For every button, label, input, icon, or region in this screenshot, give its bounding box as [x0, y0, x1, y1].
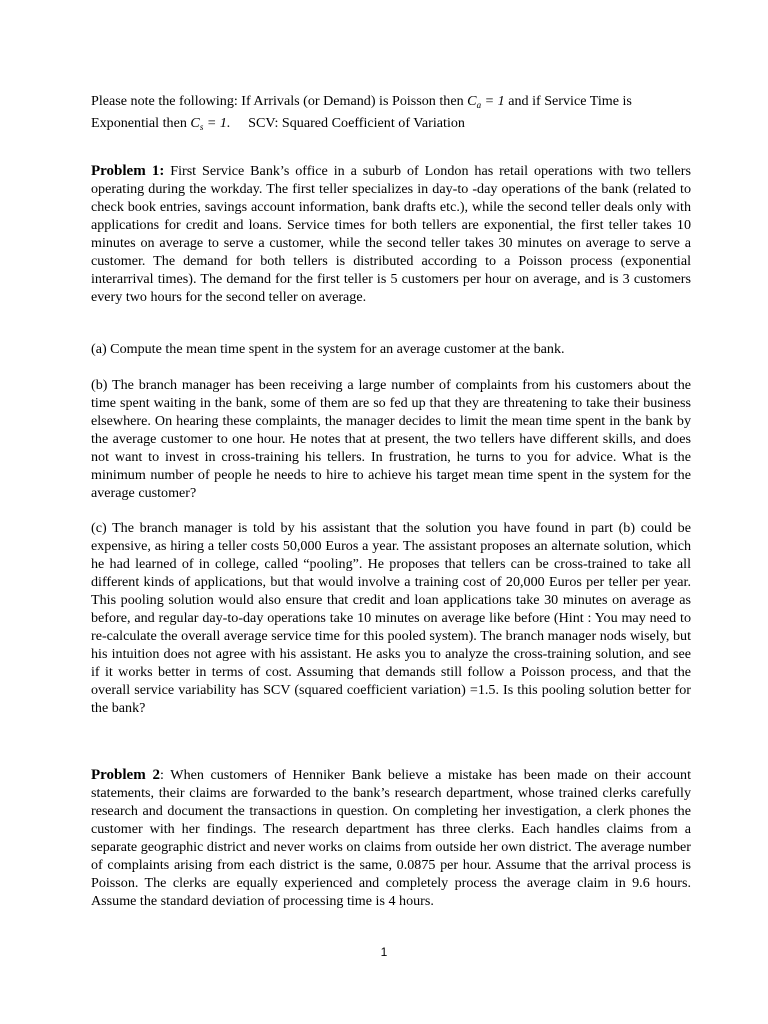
page-number: 1	[380, 945, 388, 959]
problem-1-label: Problem 1:	[91, 163, 165, 179]
note-text-1: Please note the following: If Arrivals (or Demand) is Poisson then	[91, 93, 468, 109]
problem-2-text: : When customers of Henniker Bank believe a mistake has been made on their account statements, their claims are forwarded to the bank’s research department, whose trained clerks carefully research and document the transactions in question. On completing her investigation, a clerk phones the customer with her findings. The research department has three clerks. Each handles claims from a separate geographic district and never works on claims from outside her own district. The average number of complaints arising from each district is the same, 0.0875 per hour. Assume that the arrival process is Poisson. The clerks are equally experienced and completely process the average claim in 9.6 hours. Assume the standard deviation of processing time is 4 hours.	[91, 767, 692, 909]
problem-2-label: Problem 2	[91, 767, 161, 783]
problem-1-intro	[91, 162, 691, 306]
scv-note	[91, 92, 691, 136]
problem-1-part-b: (b) The branch manager has been receiving a large number of complaints from his customers about the time spent waiting in the bank, some of them are so fed up that they are threatening to take their business elsewhere. On hearing these complaints, the manager decides to limit the mean time spent in the bank by the average customer to one hour. He notes that at present, the two tellers have different skills, and does not want to invest in cross-training his tellers. In frustration, he turns to you for advice. What is the minimum number of people he needs to hire to achieve his target mean time spent in the system for the average customer?	[91, 377, 691, 501]
problem-1-part-c: (c) The branch manager is told by his assistant that the solution you have found in part (b) could be expensive, as hiring a teller costs 50,000 Euros a year. The assistant proposes an alternate solution, which he had learned of in college, called “pooling”. He proposes that tellers can be cross-trained to take all different kinds of applications, but that would involve a training cost of 20,000 Euros per teller per year. This pooling solution would also ensure that credit and loan applications take 30 minutes on average as before, and regular day-to-day operations take 10 minutes on average like before (Hint : You may need to re-calculate the overall average service time for this pooled system). The branch manager nods wisely, but his intuition does not agree with his assistant. He asks you to analyze the cross-training solution, and see if it works better in terms of cost. Assuming that demands still follow a Poisson process, and that the overall service variability has SCV (squared coefficient variation) =1.5. Is this pooling solution better for the bank?	[91, 520, 691, 716]
cs-symbol: $C_s = 1$.	[190, 115, 231, 132]
note-text-2: and if Service Time is Exponential then	[91, 93, 632, 131]
problem-2	[91, 766, 691, 910]
ca-symbol: $C_a = 1$	[467, 93, 505, 110]
problem-1-intro-text: First Service Bank’s office in a suburb of London has retail operations with two tellers operating during the workday. The first teller specializes in day-to -day operations of the bank (related to check book entries, savings account information, bank drafts etc.), while the second teller deals only with applications for credit and loans. Service times for both tellers are exponential, the first teller takes 10 minutes on average to serve a customer, while the second teller takes 30 minutes on average to serve a customer. The demand for both tellers is distributed according to a Poisson process (exponential interarrival times). The demand for the first teller is 5 customers per hour on average, and is 3 customers every two hours for the second teller on average.	[91, 163, 691, 305]
problem-1-part-a: (a) Compute the mean time spent in the system for an average customer at the bank.	[91, 341, 565, 357]
note-text-3: SCV: Squared Coefficient of Variation	[230, 115, 465, 131]
